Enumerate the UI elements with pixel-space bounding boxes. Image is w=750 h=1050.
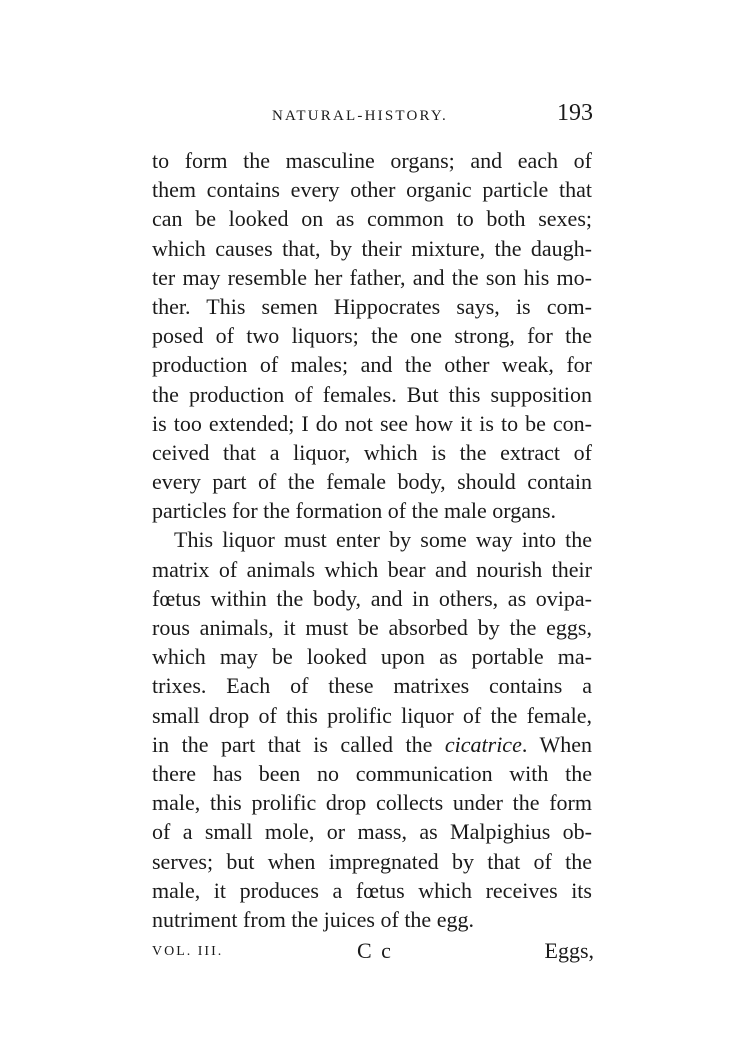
text-line: production of males; and the other weak, for [152, 352, 592, 378]
text-line: the production of females. But this supposition [152, 381, 592, 407]
catchword: Eggs, [544, 938, 594, 963]
text-line: male, this prolific drop collects under the form [152, 790, 592, 816]
text-line-with-italic [152, 730, 592, 759]
text-line: matrix of animals which bear and nourish their [152, 556, 592, 582]
text-line: there has been no communication with the [152, 760, 592, 786]
text-line: is too extended; I do not see how it is to be con- [152, 410, 592, 436]
paragraph-end-line: particles for the formation of the male organs. [152, 498, 557, 524]
text-line: ceived that a liquor, which is the extract of [152, 439, 592, 465]
text-fragment: in the part that is called the [152, 731, 433, 757]
running-head: NATURAL-HISTORY. [272, 108, 448, 124]
text-line: to form the masculine organs; and each of [152, 148, 592, 173]
page-number: 193 [557, 100, 593, 126]
italic-term: cicatrice [444, 731, 522, 757]
body-text [152, 146, 592, 934]
text-line: which causes that, by their mixture, the daugh- [152, 235, 592, 261]
text-line: every part of the female body, should contain [152, 469, 592, 495]
paragraph-start-line: This liquor must enter by some way into the [174, 527, 592, 553]
text-fragment: . When [521, 731, 592, 757]
text-line: which may be looked upon as portable ma- [152, 644, 592, 670]
text-line: fœtus within the body, and in others, as ovipa- [152, 585, 592, 611]
text-line: ter may resemble her father, and the son his mo- [152, 264, 592, 290]
page-footer [152, 938, 594, 968]
text-line: of a small mole, or mass, as Malpighius ob- [152, 819, 592, 845]
paragraph-end-line: nutriment from the juices of the egg. [152, 906, 474, 932]
text-line: posed of two liquors; the one strong, for the [152, 323, 592, 349]
volume-signature: VOL. III. [152, 944, 224, 959]
text-line: can be looked on as common to both sexes; [152, 206, 592, 232]
text-line: them contains every other organic particle that [152, 177, 592, 203]
text-line: rous animals, it must be absorbed by the eggs, [152, 615, 592, 640]
text-line: serves; but when impregnated by that of the [152, 848, 592, 874]
text-line: trixes. Each of these matrixes contains a [152, 673, 592, 699]
text-line: ther. This semen Hippocrates says, is com- [152, 293, 592, 319]
gathering-mark: C c [357, 938, 393, 963]
text-line: small drop of this prolific liquor of the female, [152, 702, 592, 728]
text-line: male, it produces a fœtus which receives its [152, 877, 592, 903]
